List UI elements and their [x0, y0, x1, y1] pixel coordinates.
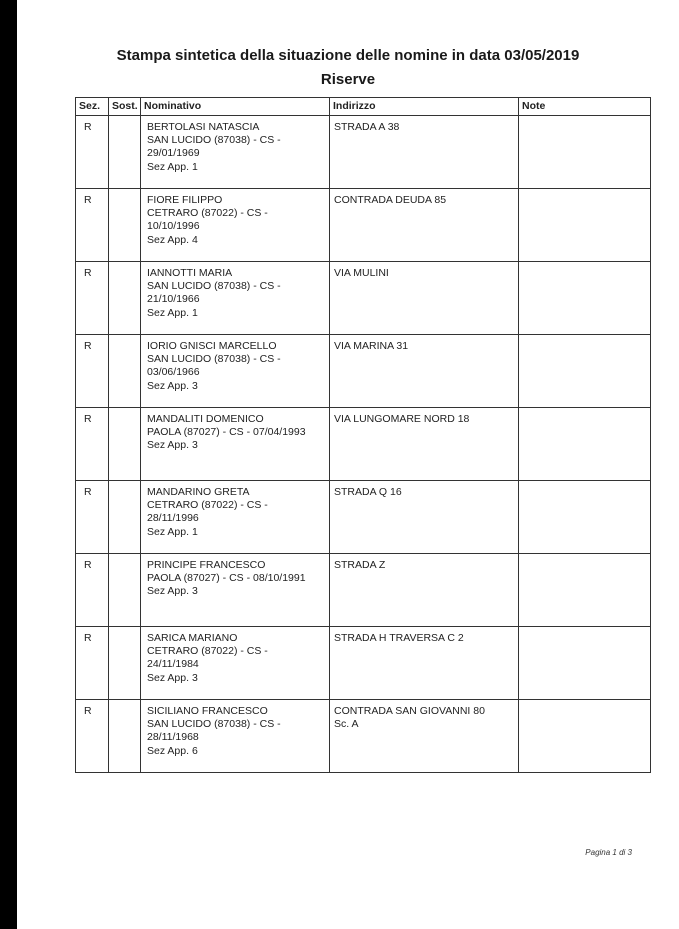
col-header-nominativo: Nominativo	[141, 98, 330, 116]
cell-indirizzo	[330, 408, 519, 481]
cell-sez	[76, 554, 109, 627]
cell-sez	[76, 116, 109, 189]
cell-nominativo	[141, 700, 330, 773]
nomine-table	[75, 97, 651, 773]
indirizzo-line1: CONTRADA SAN GIOVANNI 80	[334, 705, 485, 717]
nominativo-sezione: Sez App. 1	[147, 160, 198, 173]
indirizzo-line1: STRADA A 38	[334, 121, 400, 133]
nominativo-place: SAN LUCIDO (87038) - CS -	[147, 353, 281, 366]
cell-sost	[109, 700, 141, 773]
cell-sez	[76, 627, 109, 700]
nominativo-date: 28/11/1968	[147, 731, 199, 744]
cell-nominativo	[141, 262, 330, 335]
nominativo-date: 21/10/1966	[147, 293, 200, 306]
cell-indirizzo	[330, 189, 519, 262]
indirizzo-line1: STRADA H TRAVERSA C 2	[334, 632, 464, 644]
cell-indirizzo	[330, 335, 519, 408]
cell-note	[519, 262, 651, 335]
nominativo-sezione: Sez App. 4	[147, 233, 198, 246]
page-number: Pagina 1 di 3	[585, 848, 632, 857]
cell-sez	[76, 335, 109, 408]
cell-nominativo	[141, 408, 330, 481]
cell-indirizzo	[330, 116, 519, 189]
nominativo-place: PAOLA (87027) - CS - 07/04/1993	[147, 426, 306, 439]
nominativo-place: SAN LUCIDO (87038) - CS -	[147, 134, 281, 147]
cell-sez	[76, 481, 109, 554]
cell-indirizzo	[330, 700, 519, 773]
cell-sost	[109, 189, 141, 262]
cell-sez	[76, 189, 109, 262]
table-row	[76, 116, 651, 189]
document-page	[17, 0, 679, 929]
cell-sez	[76, 408, 109, 481]
indirizzo-line2: Sc. A	[334, 718, 359, 731]
nominativo-date: 29/01/1969	[147, 147, 200, 160]
cell-sost	[109, 116, 141, 189]
nominativo-sezione: Sez App. 1	[147, 306, 198, 319]
indirizzo-line1: STRADA Q 16	[334, 486, 402, 498]
col-header-sost: Sost.	[109, 98, 141, 116]
nominativo-place: SAN LUCIDO (87038) - CS -	[147, 718, 281, 731]
cell-sost	[109, 481, 141, 554]
table-row	[76, 189, 651, 262]
col-header-sez: Sez.	[76, 98, 109, 116]
document-subtitle: Riserve	[320, 71, 376, 88]
cell-note	[519, 408, 651, 481]
nominativo-date: 28/11/1996	[147, 512, 199, 525]
nominativo-sezione: Sez App. 3	[147, 671, 198, 684]
nominativo-date: 24/11/1984	[147, 658, 199, 671]
indirizzo-line1: VIA MULINI	[334, 267, 389, 279]
indirizzo-line1: STRADA Z	[334, 559, 386, 571]
nominativo-sezione: Sez App. 3	[147, 379, 198, 392]
sez-value: R	[84, 121, 92, 133]
cell-note	[519, 481, 651, 554]
cell-note	[519, 554, 651, 627]
sez-value: R	[84, 340, 92, 352]
nominativo-name: FIORE FILIPPO	[147, 194, 223, 206]
cell-sost	[109, 554, 141, 627]
cell-indirizzo	[330, 627, 519, 700]
nominativo-name: BERTOLASI NATASCIA	[147, 121, 260, 133]
nominativo-name: PRINCIPE FRANCESCO	[147, 559, 266, 571]
nominativo-place: CETRARO (87022) - CS -	[147, 645, 268, 658]
cell-indirizzo	[330, 481, 519, 554]
nominativo-place: PAOLA (87027) - CS - 08/10/1991	[147, 572, 306, 585]
cell-nominativo	[141, 189, 330, 262]
nominativo-sezione: Sez App. 1	[147, 525, 198, 538]
cell-indirizzo	[330, 262, 519, 335]
cell-nominativo	[141, 627, 330, 700]
sez-value: R	[84, 632, 92, 644]
sez-value: R	[84, 486, 92, 498]
nominativo-name: SARICA MARIANO	[147, 632, 238, 644]
indirizzo-line1: CONTRADA DEUDA 85	[334, 194, 447, 206]
cell-nominativo	[141, 335, 330, 408]
table-row	[76, 408, 651, 481]
cell-indirizzo	[330, 554, 519, 627]
indirizzo-line1: VIA LUNGOMARE NORD 18	[334, 413, 470, 425]
indirizzo-line1: VIA MARINA 31	[334, 340, 409, 352]
nominativo-sezione: Sez App. 3	[147, 585, 198, 598]
cell-sez	[76, 262, 109, 335]
sez-value: R	[84, 559, 92, 571]
table-row	[76, 262, 651, 335]
cell-nominativo	[141, 554, 330, 627]
nominativo-place: SAN LUCIDO (87038) - CS -	[147, 280, 281, 293]
cell-sost	[109, 262, 141, 335]
cell-sost	[109, 408, 141, 481]
nominativo-sezione: Sez App. 3	[147, 439, 198, 452]
table-row	[76, 554, 651, 627]
sez-value: R	[84, 267, 92, 279]
table-row	[76, 481, 651, 554]
table-row	[76, 335, 651, 408]
nominativo-place: CETRARO (87022) - CS -	[147, 499, 268, 512]
nominativo-date: 03/06/1966	[147, 366, 200, 379]
nominativo-date: 10/10/1996	[147, 220, 200, 233]
table-header-row	[76, 98, 651, 116]
document-title: Stampa sintetica della situazione delle nomine in data 03/05/2019	[116, 47, 580, 64]
table-row	[76, 627, 651, 700]
nominativo-name: IANNOTTI MARIA	[147, 267, 233, 279]
sez-value: R	[84, 705, 92, 717]
cell-sez	[76, 700, 109, 773]
nominativo-name: MANDALITI DOMENICO	[147, 413, 264, 425]
cell-note	[519, 116, 651, 189]
cell-note	[519, 189, 651, 262]
nominativo-sezione: Sez App. 6	[147, 744, 198, 757]
col-header-note: Note	[519, 98, 651, 116]
cell-sost	[109, 627, 141, 700]
nominativo-place: CETRARO (87022) - CS -	[147, 207, 268, 220]
sez-value: R	[84, 413, 92, 425]
cell-note	[519, 700, 651, 773]
cell-note	[519, 335, 651, 408]
col-header-indirizzo: Indirizzo	[330, 98, 519, 116]
cell-nominativo	[141, 116, 330, 189]
cell-note	[519, 627, 651, 700]
table-row	[76, 700, 651, 773]
sez-value: R	[84, 194, 92, 206]
cell-sost	[109, 335, 141, 408]
nominativo-name: SICILIANO FRANCESCO	[147, 705, 268, 717]
cell-nominativo	[141, 481, 330, 554]
nominativo-name: IORIO GNISCI MARCELLO	[147, 340, 277, 352]
nominativo-name: MANDARINO GRETA	[147, 486, 250, 498]
